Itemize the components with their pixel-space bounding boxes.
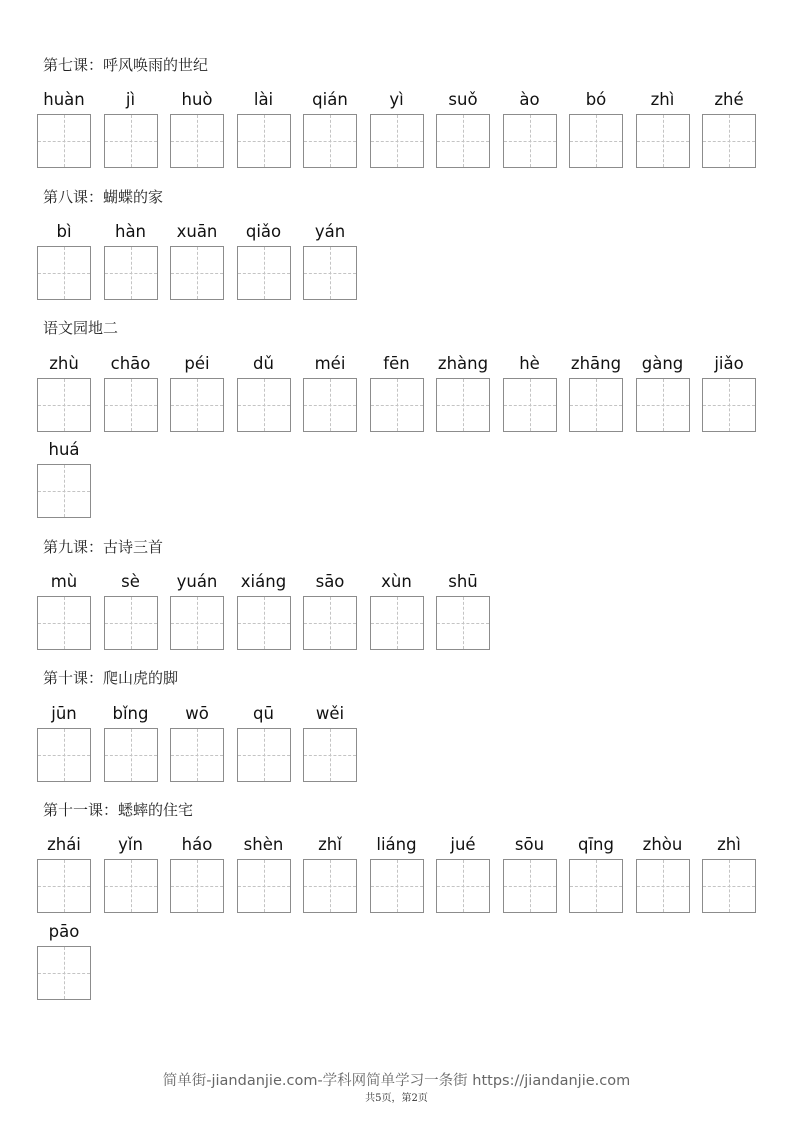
writing-cell: [303, 833, 357, 857]
pinyin-label: yǐn: [118, 835, 143, 854]
writing-cell: [436, 88, 490, 112]
tianzige-box[interactable]: [104, 859, 158, 913]
tianzige-box[interactable]: [37, 378, 91, 432]
tianzige-box[interactable]: [569, 114, 623, 168]
writing-cell: [503, 88, 557, 112]
writing-cell: [170, 570, 224, 594]
pinyin-label: jiǎo: [714, 354, 744, 373]
tianzige-box[interactable]: [104, 246, 158, 300]
writing-cell: [303, 88, 357, 112]
pinyin-label: dǔ: [253, 354, 274, 373]
tianzige-box[interactable]: [702, 378, 756, 432]
grid-guide-horizontal: [238, 886, 290, 887]
writing-cell: [104, 88, 158, 112]
tianzige-box[interactable]: [636, 378, 690, 432]
pinyin-label: jué: [450, 835, 476, 854]
grid-guide-horizontal: [38, 273, 90, 274]
writing-cell: [37, 88, 91, 112]
grid-guide-horizontal: [38, 623, 90, 624]
pinyin-label: zhù: [49, 354, 79, 373]
writing-cell: [303, 570, 357, 594]
grid-guide-horizontal: [238, 273, 290, 274]
tianzige-box[interactable]: [436, 596, 490, 650]
tianzige-box[interactable]: [37, 946, 91, 1000]
pinyin-label: xuān: [176, 222, 218, 241]
grid-guide-horizontal: [437, 141, 489, 142]
grid-guide-horizontal: [371, 623, 423, 624]
grid-guide-horizontal: [171, 886, 223, 887]
writing-cell: [37, 702, 91, 726]
pinyin-label: wō: [185, 704, 209, 723]
pinyin-label: háo: [181, 835, 213, 854]
pinyin-label: mù: [50, 572, 78, 591]
tianzige-box[interactable]: [37, 114, 91, 168]
pinyin-label: wěi: [315, 704, 345, 723]
tianzige-box[interactable]: [170, 114, 224, 168]
tianzige-box[interactable]: [237, 596, 291, 650]
writing-cell: [636, 833, 690, 857]
tianzige-box[interactable]: [303, 246, 357, 300]
writing-cell: [237, 833, 291, 857]
lesson-title-8: 第八课：蝴蝶的家: [43, 188, 164, 206]
grid-guide-horizontal: [304, 623, 356, 624]
writing-cell: [237, 220, 291, 244]
tianzige-box[interactable]: [170, 246, 224, 300]
grid-guide-horizontal: [703, 141, 755, 142]
pinyin-label: sè: [121, 572, 140, 591]
grid-guide-horizontal: [105, 273, 157, 274]
writing-cell: [370, 352, 424, 376]
tianzige-box[interactable]: [37, 596, 91, 650]
writing-cell: [303, 702, 357, 726]
writing-cell: [503, 352, 557, 376]
writing-cell: [702, 88, 756, 112]
tianzige-box[interactable]: [436, 114, 490, 168]
tianzige-box[interactable]: [170, 378, 224, 432]
tianzige-box[interactable]: [104, 378, 158, 432]
tianzige-box[interactable]: [303, 378, 357, 432]
pinyin-label: zhāng: [570, 354, 622, 373]
pinyin-label: huá: [48, 440, 80, 459]
pinyin-label: fēn: [383, 354, 410, 373]
writing-cell: [436, 352, 490, 376]
footer-page-info: 共5页，第2页: [365, 1093, 428, 1104]
writing-cell: [237, 352, 291, 376]
grid-guide-horizontal: [504, 405, 556, 406]
writing-cell: [370, 88, 424, 112]
grid-guide-horizontal: [304, 755, 356, 756]
writing-cell: [436, 833, 490, 857]
tianzige-box[interactable]: [170, 859, 224, 913]
grid-guide-horizontal: [437, 405, 489, 406]
pinyin-label: suǒ: [448, 90, 478, 109]
tianzige-box[interactable]: [702, 859, 756, 913]
writing-cell: [636, 352, 690, 376]
tianzige-box[interactable]: [436, 859, 490, 913]
pinyin-label: zhái: [47, 835, 81, 854]
grid-guide-horizontal: [304, 141, 356, 142]
tianzige-box[interactable]: [569, 859, 623, 913]
tianzige-box[interactable]: [370, 378, 424, 432]
grid-guide-horizontal: [371, 141, 423, 142]
writing-cell: [37, 220, 91, 244]
pinyin-label: zhì: [650, 90, 675, 109]
writing-cell: [37, 352, 91, 376]
grid-guide-horizontal: [105, 405, 157, 406]
writing-cell: [436, 570, 490, 594]
pinyin-label: hàn: [114, 222, 147, 241]
pinyin-label: zhé: [714, 90, 744, 109]
pinyin-label: xiáng: [240, 572, 287, 591]
writing-cell: [170, 352, 224, 376]
grid-guide-horizontal: [171, 755, 223, 756]
tianzige-box[interactable]: [702, 114, 756, 168]
writing-cell: [702, 833, 756, 857]
grid-guide-horizontal: [637, 405, 689, 406]
writing-cell: [237, 702, 291, 726]
pinyin-label: bó: [585, 90, 607, 109]
grid-guide-horizontal: [38, 755, 90, 756]
grid-guide-horizontal: [105, 623, 157, 624]
writing-cell: [170, 833, 224, 857]
tianzige-box[interactable]: [503, 378, 557, 432]
grid-guide-horizontal: [105, 141, 157, 142]
grid-guide-horizontal: [171, 141, 223, 142]
grid-guide-horizontal: [171, 273, 223, 274]
tianzige-box[interactable]: [303, 596, 357, 650]
pinyin-label: pāo: [48, 922, 80, 941]
grid-guide-horizontal: [238, 405, 290, 406]
pinyin-label: zhǐ: [318, 835, 342, 854]
pinyin-label: zhòu: [642, 835, 683, 854]
writing-cell: [569, 833, 623, 857]
grid-guide-horizontal: [504, 141, 556, 142]
tianzige-box[interactable]: [237, 114, 291, 168]
grid-guide-horizontal: [238, 623, 290, 624]
writing-cell: [170, 702, 224, 726]
pinyin-label: shèn: [243, 835, 284, 854]
lesson-title-9: 第九课：古诗三首: [43, 538, 164, 556]
tianzige-box[interactable]: [303, 859, 357, 913]
pinyin-label: yuán: [176, 572, 218, 591]
lesson-title-10: 第十课：爬山虎的脚: [43, 669, 179, 687]
pinyin-label: zhàng: [437, 354, 489, 373]
tianzige-box[interactable]: [104, 596, 158, 650]
pinyin-label: liáng: [376, 835, 417, 854]
grid-guide-horizontal: [38, 141, 90, 142]
grid-guide-horizontal: [703, 886, 755, 887]
lesson-title-7: 第七课：呼风唤雨的世纪: [43, 56, 209, 74]
tianzige-box[interactable]: [237, 859, 291, 913]
pinyin-label: bǐng: [112, 704, 149, 723]
writing-cell: [104, 833, 158, 857]
tianzige-box[interactable]: [636, 114, 690, 168]
grid-guide-horizontal: [171, 623, 223, 624]
pinyin-label: bì: [56, 222, 72, 241]
grid-guide-horizontal: [371, 405, 423, 406]
grid-guide-horizontal: [304, 405, 356, 406]
pinyin-label: huò: [181, 90, 213, 109]
writing-cell: [370, 570, 424, 594]
grid-guide-horizontal: [38, 405, 90, 406]
pinyin-label: chāo: [110, 354, 151, 373]
writing-cell: [170, 220, 224, 244]
tianzige-box[interactable]: [237, 378, 291, 432]
tianzige-box[interactable]: [37, 728, 91, 782]
writing-cell: [636, 88, 690, 112]
pinyin-label: qián: [312, 90, 348, 109]
pinyin-label: qū: [253, 704, 274, 723]
tianzige-box[interactable]: [370, 859, 424, 913]
tianzige-box[interactable]: [104, 728, 158, 782]
grid-guide-horizontal: [38, 491, 90, 492]
grid-guide-horizontal: [238, 141, 290, 142]
grid-guide-horizontal: [504, 886, 556, 887]
tianzige-box[interactable]: [303, 728, 357, 782]
grid-guide-horizontal: [38, 973, 90, 974]
lesson-title-11: 第十一课：蟋蟀的住宅: [43, 801, 194, 819]
pinyin-label: xùn: [381, 572, 412, 591]
writing-cell: [237, 570, 291, 594]
pinyin-label: jūn: [51, 704, 77, 723]
grid-guide-horizontal: [105, 755, 157, 756]
grid-guide-horizontal: [437, 623, 489, 624]
writing-cell: [303, 220, 357, 244]
tianzige-box[interactable]: [569, 378, 623, 432]
writing-cell: [569, 88, 623, 112]
tianzige-box[interactable]: [636, 859, 690, 913]
tianzige-box[interactable]: [503, 859, 557, 913]
grid-guide-horizontal: [437, 886, 489, 887]
writing-cell: [702, 352, 756, 376]
grid-guide-horizontal: [38, 886, 90, 887]
tianzige-box[interactable]: [170, 596, 224, 650]
writing-cell: [104, 220, 158, 244]
grid-guide-horizontal: [570, 886, 622, 887]
grid-guide-horizontal: [304, 273, 356, 274]
tianzige-box[interactable]: [503, 114, 557, 168]
writing-cell: [370, 833, 424, 857]
grid-guide-horizontal: [703, 405, 755, 406]
tianzige-box[interactable]: [303, 114, 357, 168]
writing-cell: [104, 702, 158, 726]
tianzige-box[interactable]: [170, 728, 224, 782]
tianzige-box[interactable]: [37, 859, 91, 913]
pinyin-label: sōu: [514, 835, 545, 854]
writing-cell: [37, 920, 91, 944]
tianzige-box[interactable]: [370, 114, 424, 168]
pinyin-label: péi: [184, 354, 210, 373]
writing-cell: [37, 570, 91, 594]
grid-guide-horizontal: [570, 141, 622, 142]
pinyin-label: lài: [253, 90, 274, 109]
writing-cell: [237, 88, 291, 112]
footer-source: 简单街-jiandanjie.com-学科网简单学习一条街 https://jiandanjie.com: [162, 1073, 631, 1089]
pinyin-label: yì: [389, 90, 404, 109]
pinyin-label: hè: [519, 354, 540, 373]
pinyin-label: gàng: [641, 354, 684, 373]
tianzige-box[interactable]: [104, 114, 158, 168]
tianzige-box[interactable]: [37, 246, 91, 300]
lesson-title-garden-2: 语文园地二: [43, 319, 119, 337]
grid-guide-horizontal: [304, 886, 356, 887]
pinyin-label: shū: [448, 572, 478, 591]
pinyin-label: zhì: [717, 835, 741, 854]
writing-cell: [104, 352, 158, 376]
grid-guide-horizontal: [371, 886, 423, 887]
writing-cell: [503, 833, 557, 857]
pinyin-label: méi: [314, 354, 346, 373]
tianzige-box[interactable]: [237, 728, 291, 782]
writing-cell: [170, 88, 224, 112]
writing-cell: [37, 438, 91, 462]
grid-guide-horizontal: [171, 405, 223, 406]
pinyin-label: ào: [519, 90, 540, 109]
writing-cell: [303, 352, 357, 376]
tianzige-box[interactable]: [436, 378, 490, 432]
tianzige-box[interactable]: [370, 596, 424, 650]
grid-guide-horizontal: [105, 886, 157, 887]
tianzige-box[interactable]: [237, 246, 291, 300]
writing-cell: [37, 833, 91, 857]
pinyin-label: jì: [125, 90, 136, 109]
writing-cell: [104, 570, 158, 594]
pinyin-label: sāo: [315, 572, 345, 591]
grid-guide-horizontal: [238, 755, 290, 756]
grid-guide-horizontal: [570, 405, 622, 406]
pinyin-label: yán: [314, 222, 346, 241]
pinyin-label: qīng: [578, 835, 614, 854]
pinyin-label: qiǎo: [245, 222, 282, 241]
grid-guide-horizontal: [637, 886, 689, 887]
tianzige-box[interactable]: [37, 464, 91, 518]
writing-cell: [569, 352, 623, 376]
pinyin-label: huàn: [43, 90, 85, 109]
grid-guide-horizontal: [637, 141, 689, 142]
